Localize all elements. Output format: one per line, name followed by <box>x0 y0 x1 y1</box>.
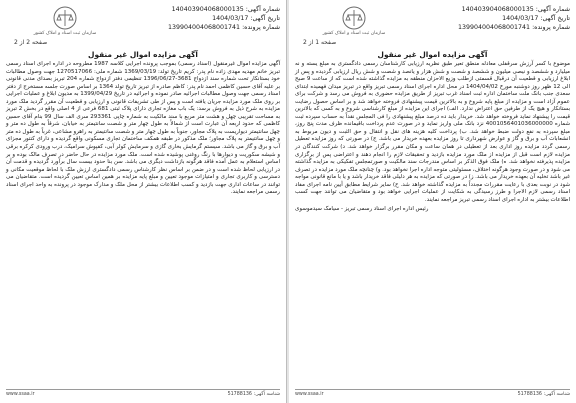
footer-ad-code: شناسه آگهی: 51788136 <box>227 392 280 397</box>
file-number: شماره پرونده: 139904004068001741 <box>457 24 570 31</box>
emblem-caption: سازمان ثبت اسناد و املاک کشور <box>33 31 97 36</box>
emblem-caption: سازمان ثبت اسناد و املاک کشور <box>322 31 386 36</box>
left-page-footer <box>6 389 280 399</box>
right-page-title: آگهی مزایده اموال غیر منقول <box>377 50 488 59</box>
footer-ad-code: شناسه آگهی: 51788136 <box>517 392 570 397</box>
right-ad-meta <box>430 5 570 32</box>
signature-line: رئیس اداره اجرای اسناد رسمی تبریز - سیامک سیدموسوی <box>295 206 429 213</box>
left-page-header <box>6 5 280 49</box>
ad-number: شماره آگهی: 140403904068000135 <box>461 6 570 13</box>
footer-site[interactable]: www.ssaa.ir <box>295 392 324 397</box>
left-page <box>0 0 287 403</box>
right-emblem <box>299 5 409 37</box>
page-number: صفحه 1 از 2 <box>303 39 337 46</box>
ad-date: تاریخ آگهی: 1404/03/17 <box>502 15 570 22</box>
judiciary-emblem-icon <box>52 5 78 31</box>
right-page-header <box>295 5 570 49</box>
right-page-footer <box>295 389 570 399</box>
page-number: صفحه 2 از 2 <box>14 39 48 46</box>
right-page-body: موضوع با کسر آرزش سرقفلی معادله منطق تعیر طبق نظریه ارزیابی کارشناسان رسمی دادگستری به مبلغ یسته و نه میلیارد و ششصد و نیصی میلیون و ششصد و شصت و شش هزار و یانصد و شصت و شش ریال ارزیابی گردیده و پس از ابلاغ ارزیابی و قطعیت آن درقبال قسمتی ازطلب وزیع الاحزان منطقه به مزایده گذاشته شده است که از ساعت 9 صبح الی 12 ظهر روز دوشنبه مورخ 1404/04/02 در محل اداره اجرای اسناد رسمی تبریز واقع در تبریز میدان فهمیده ابتدای سعدی جنب بانک ملت ساختمان اداره ثبت اسناد غرب تبریز از طریق مزایده حضوری به فروش می رسد و شرکت برای عموم آزاد است و مزایده از مبلغ پایه شروع و به بالاترین قیمت پیشنهادی فروخته خواهد شد و بر اساس حصول رضایت بستانکار و هیچ یک از طرفین حق اعتراض ندارد. الف) اجرای این مزایده از مبلغ کارشناسی شروع و به کسی که بالاترین قیمت را پیشنهاد نماید فروخته خواهد شد. خریدار باید ده درصد مبلغ پیشنهادی را فی المجلس نقداً به حساب سپرده ثبت شماره 4001056401036000000 نزد بانک ملی واریز نماید و در صورت عدم پرداخت باقیمانده ظرف مدت پنج روز، مبلغ سپرده به نفع دولت ضبط خواهد شد. ب) پرداخت کلیه هزینه های نقل و انتقال و حق الثبت و دیون مربوط به انشعابات آب و برق و گاز و عوارض شهرداری تا روز مزایده بعهده خریدار می باشد. ج) در صورتی که روز مزایده تعطیل رسمی گردد مزایده روز اداری بعد از تعطیلی در همان ساعت و مکان مقرر برگزار خواهد شد. د) شرکت کنندگان در مزایده لازم است قبل از مزایده از ملک مورد مزایده بازدید و تحقیقات لازم را انجام دهند و اعتراضی پس از برگزاری مزایده پذیرفته نخواهد شد. ه) ملک فوق الذکر بر اساس مندرجات سند مالکیت و صورتمجلس تفکیکی به مزایده گذاشته می شود و در صورت وجود هرگونه اختلاف، مسئولیتی متوجه اداره اجرا نخواهد بود. و) چنانچه ملک مورد مزایده در تصرف غیر باشد تخلیه آن بعهده خریدار می باشد. ز) در صورتی که مزایده به هر دلیلی فاقد خریدار باشد و یا با مانع قانونی مواجه شود در نوبت بعدی با رعایت مقررات مجدداً به مزایده گذاشته خواهد شد. ح) سایر شرایط مطابق آیین نامه اجرای مفاد اسناد رسمی لازم الاجرا و طرز رسیدگی به شکایت از عملیات اجرایی خواهد بود و متقاضیان می توانند جهت کسب اطلاعات بیشتر به اداره اجرای اسناد رسمی تبریز مراجعه نمایند. <box>295 61 571 203</box>
ad-date: تاریخ آگهی: 1404/03/17 <box>212 15 280 22</box>
left-page-body: آگهی مزایده اموال غیرمنقول (اسناد رسمی) بموجب پرونده اجرایی کلاسه 1987 مطروحه در اداره اجرای اسناد رسمی تبریز خانم مهدیه مهدی زاده نام پدر: کریم تاریخ تولد: 1369/03/19 شماره ملی: 1270517066 جهت وصول مطالبات خود بستانکار تحت شماره سند ازدواج 3681-1396/06/27 تنظیمی دفتر ازدواج شماره 204 تبریز بصدای مدنی قانونی بر علیه آقای حسین کاظمی احمد نام پدر: کاظم صادره از تبریز تاریخ تولد 1364 بر اساس صورت جلسه مستخرج از دفتر اسناد رسمی جهت وصول مطالبات اجرائیه صادر نموده و اجرائیه در تاریخ 1399/04/29 به مدیون ابلاغ و عملیات اجرایی بر روی ملک مورد مزایده جریان یافته است و پس از طی تشریفات قانونی و ارزیابی و قطعیت آن مقرر گردید ملک مورد مزایده به شرح ذیل به فروش برسد: یک باب مغازه تجاری دارای پلاک ثبتی 681 فرعی از 4 اصلی واقع در بخش 2 تبریز به مساحت تقریبی چهل و هشت متر مربع با سند مالکیت به شماره چاپی 293361 سری الف سال 99 بنام آقای حسین کاظمی که حدود اربعه آن عبارت است از شمالاً به طول چهار متر و شصت سانتیمتر به خیابان، شرقاً به طول ده متر و چهل سانتیمتر دیواریست به پلاک مجاور، جنوباً به طول چهار متر و شصت سانتیمتر به راهرو مشاعی، غرباً به طول ده متر و چهل سانتیمتر به پلاک مجاور؛ ملک مذکور در طبقه همکف ساختمان تجاری مسکونی واقع گردیده و دارای کنتور مجزای آب و برق و گاز می باشد. سیستم گرمایش بخاری گازی و سرمایش کولر آبی، کفپوش سرامیک، درب ورودی کرکره برقی و شیشه سکوریت و دیوارها با رنگ روغنی پوشیده شده است. ملک مورد مزایده در حال حاضر در تصرف مالک بوده و بر اساس استعلام به عمل آمده فاقد هرگونه بازداشت دیگری می باشد. سن بنا حدود بیست سال برآورد گردیده و قدمت آن در ارزیابی لحاظ شده است و در ضمن بر اساس نظر کارشناس رسمی دادگستری ارزش ملک با لحاظ موقعیت مکانی و دسترسی و کاربری تجاری و امتیازات موجود تعیین و مبلغ پایه مزایده بر همین اساس تعیین گردیده است. متقاضیان می توانند در ساعات اداری جهت بازدید و کسب اطلاعات بیشتر از محل ملک و مدارک موجود در پرونده به واحد اجرای اسناد رسمی مراجعه نمایند. <box>6 61 281 196</box>
ad-number: شماره آگهی: 140403904068000135 <box>171 6 280 13</box>
judiciary-emblem-icon <box>341 5 367 31</box>
footer-site[interactable]: www.ssaa.ir <box>6 392 35 397</box>
right-page <box>289 0 576 403</box>
left-page-title: آگهی مزایده اموال غیر منقول <box>88 50 198 59</box>
left-ad-meta <box>140 5 280 32</box>
file-number: شماره پرونده: 139904004068001741 <box>167 24 280 31</box>
left-emblem <box>10 5 120 37</box>
